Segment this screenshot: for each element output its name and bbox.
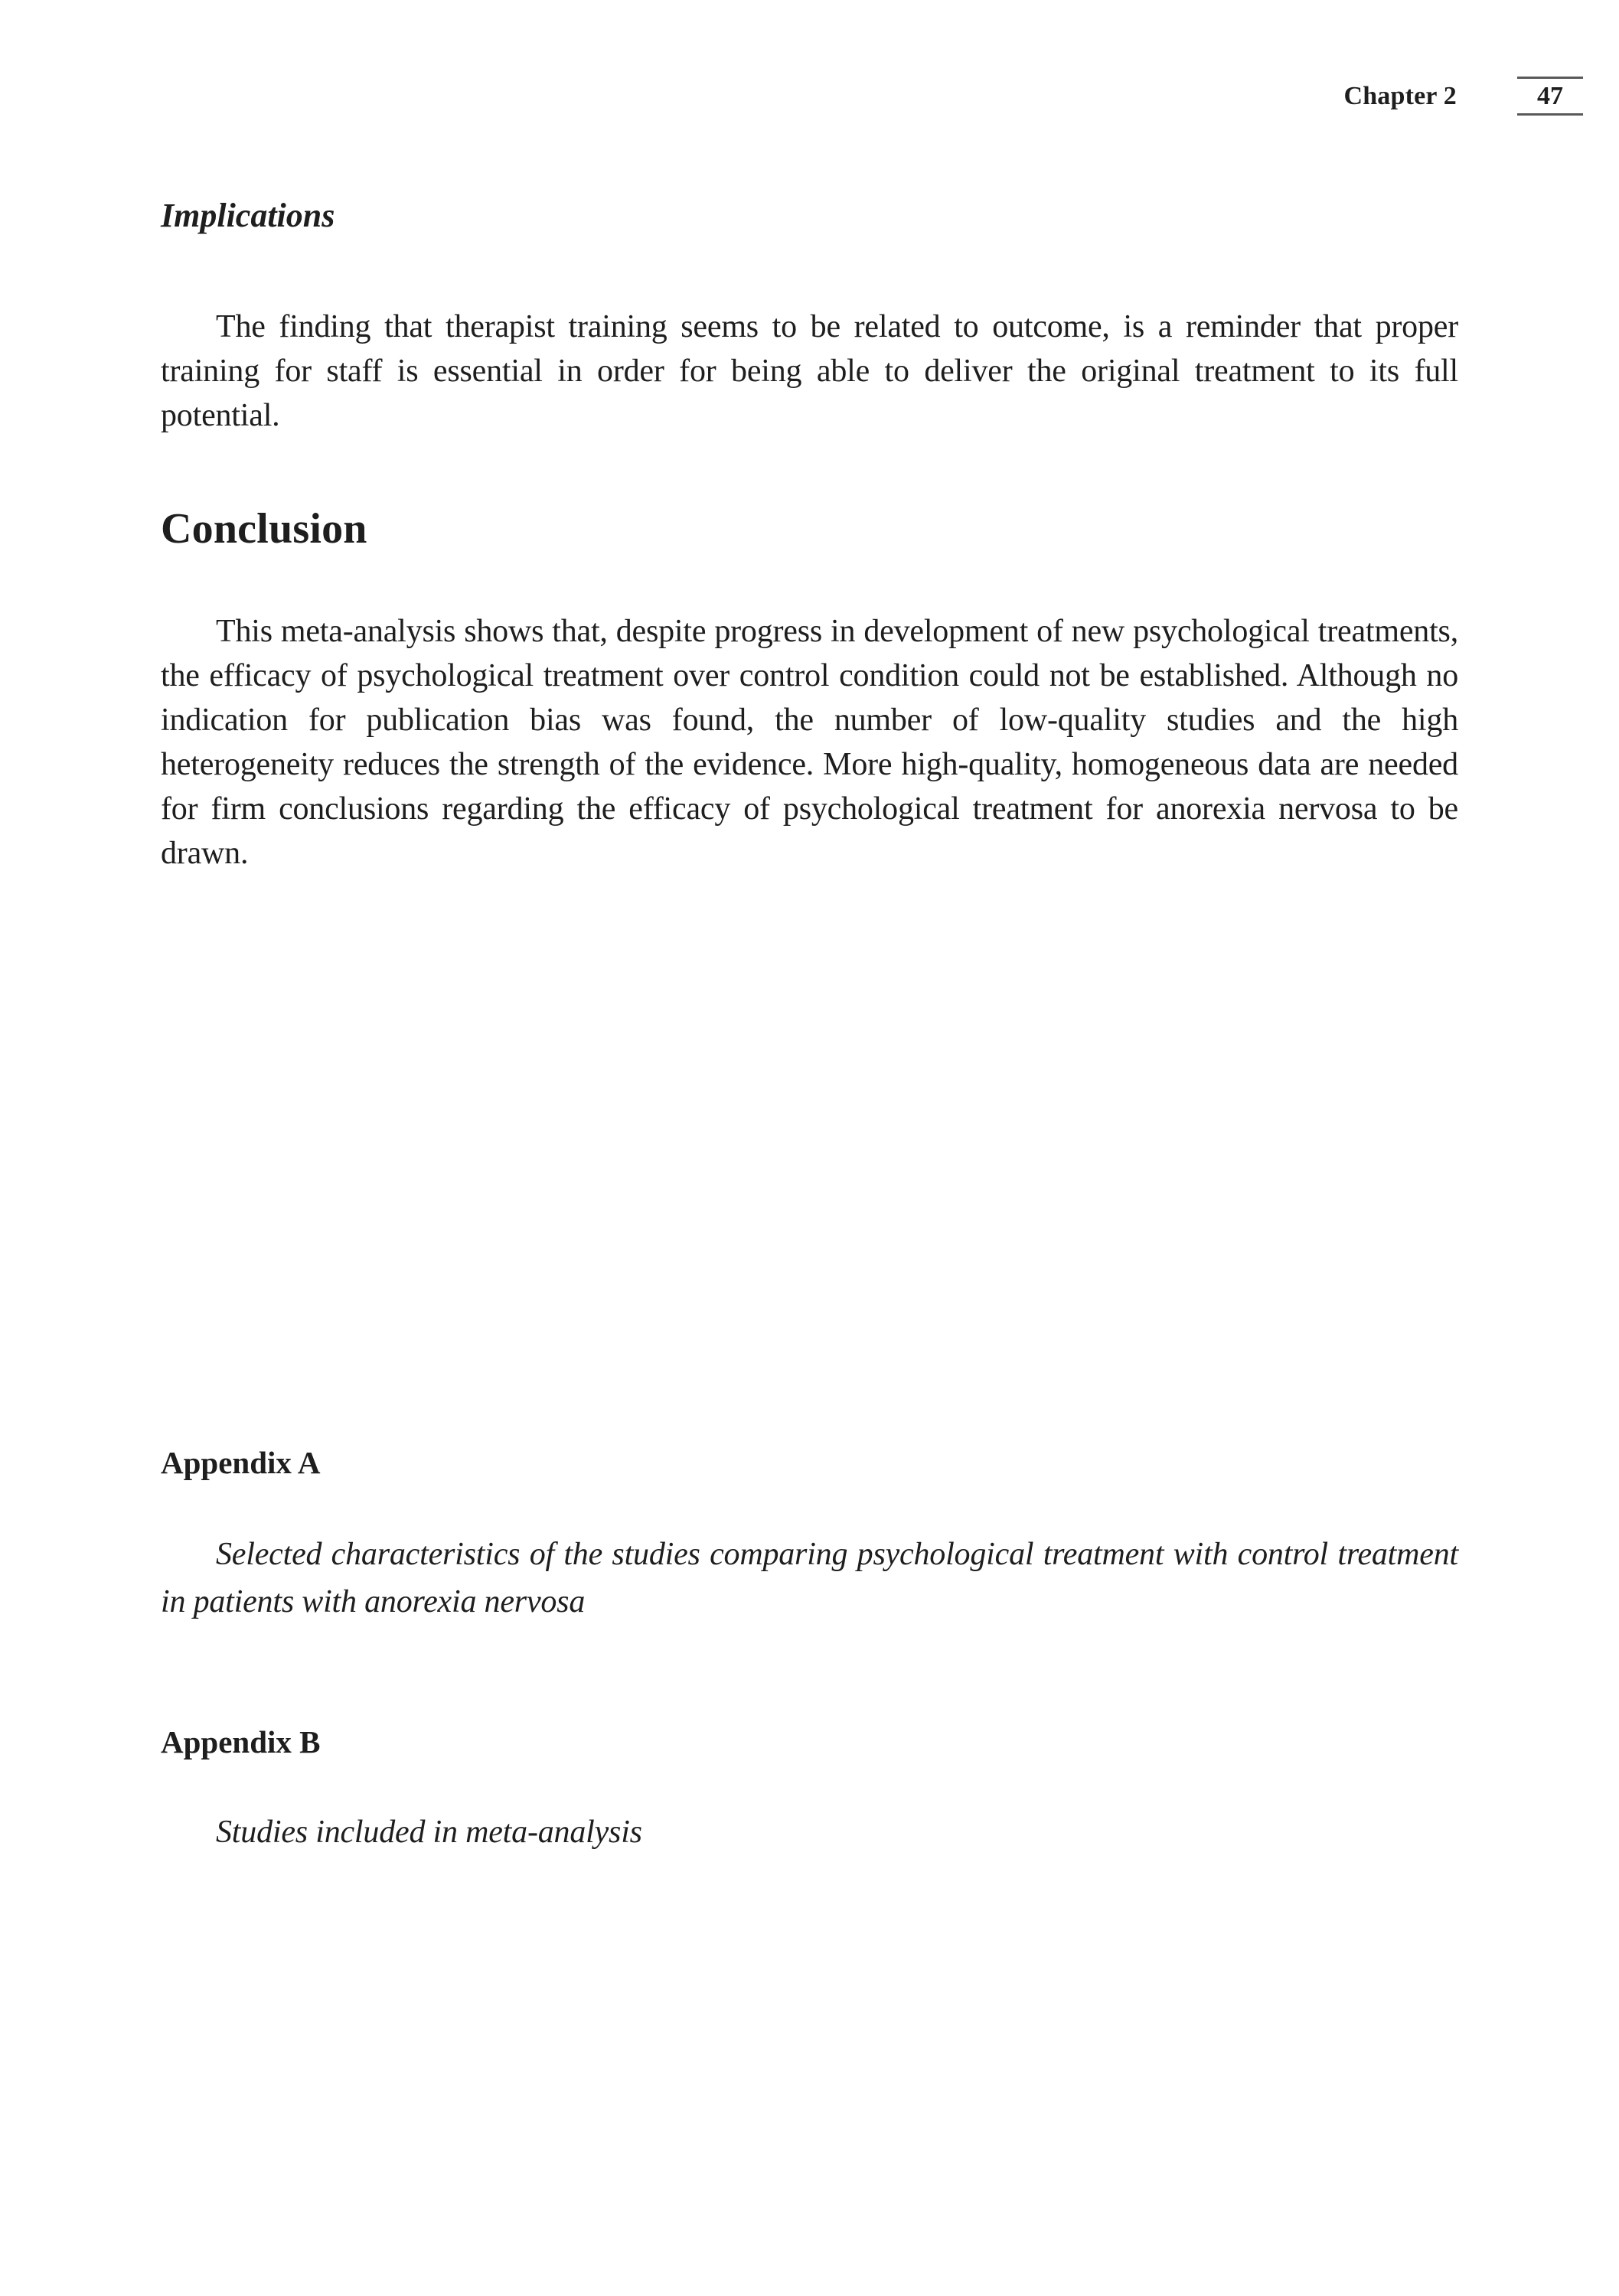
appendix-a-description: Selected characteristics of the studies comparing psychological treatment with control treatment in patients with anorexia nervosa <box>161 1537 1458 1619</box>
page-header <box>1343 77 1583 116</box>
appendix-b-description: Studies included in meta-analysis <box>216 1815 642 1850</box>
page-number: 47 <box>1537 82 1563 110</box>
implications-heading: Implications <box>161 197 335 234</box>
conclusion-paragraph: This meta-analysis shows that, despite progress in development of new psychological treatments, the efficacy of psychological treatment over control condition could not be established. Although no indication for publication bias was found, the number of low-quality studies and the high heterogeneity reduces the strength of the evidence. More high-quality, homogeneous data are needed for firm conclusions regarding the efficacy of psychological treatment for anorexia nervosa to be drawn. <box>161 614 1458 871</box>
implications-paragraph: The finding that therapist training seems to be related to outcome, is a reminder that proper training for staff is essential in order for being able to deliver the original treatment to its full potential. <box>161 309 1458 433</box>
appendix-a-heading: Appendix A <box>161 1445 321 1480</box>
conclusion-heading: Conclusion <box>161 505 367 553</box>
page-number-box <box>1517 77 1583 116</box>
appendix-b-heading: Appendix B <box>161 1724 321 1760</box>
chapter-label: Chapter 2 <box>1343 82 1457 110</box>
